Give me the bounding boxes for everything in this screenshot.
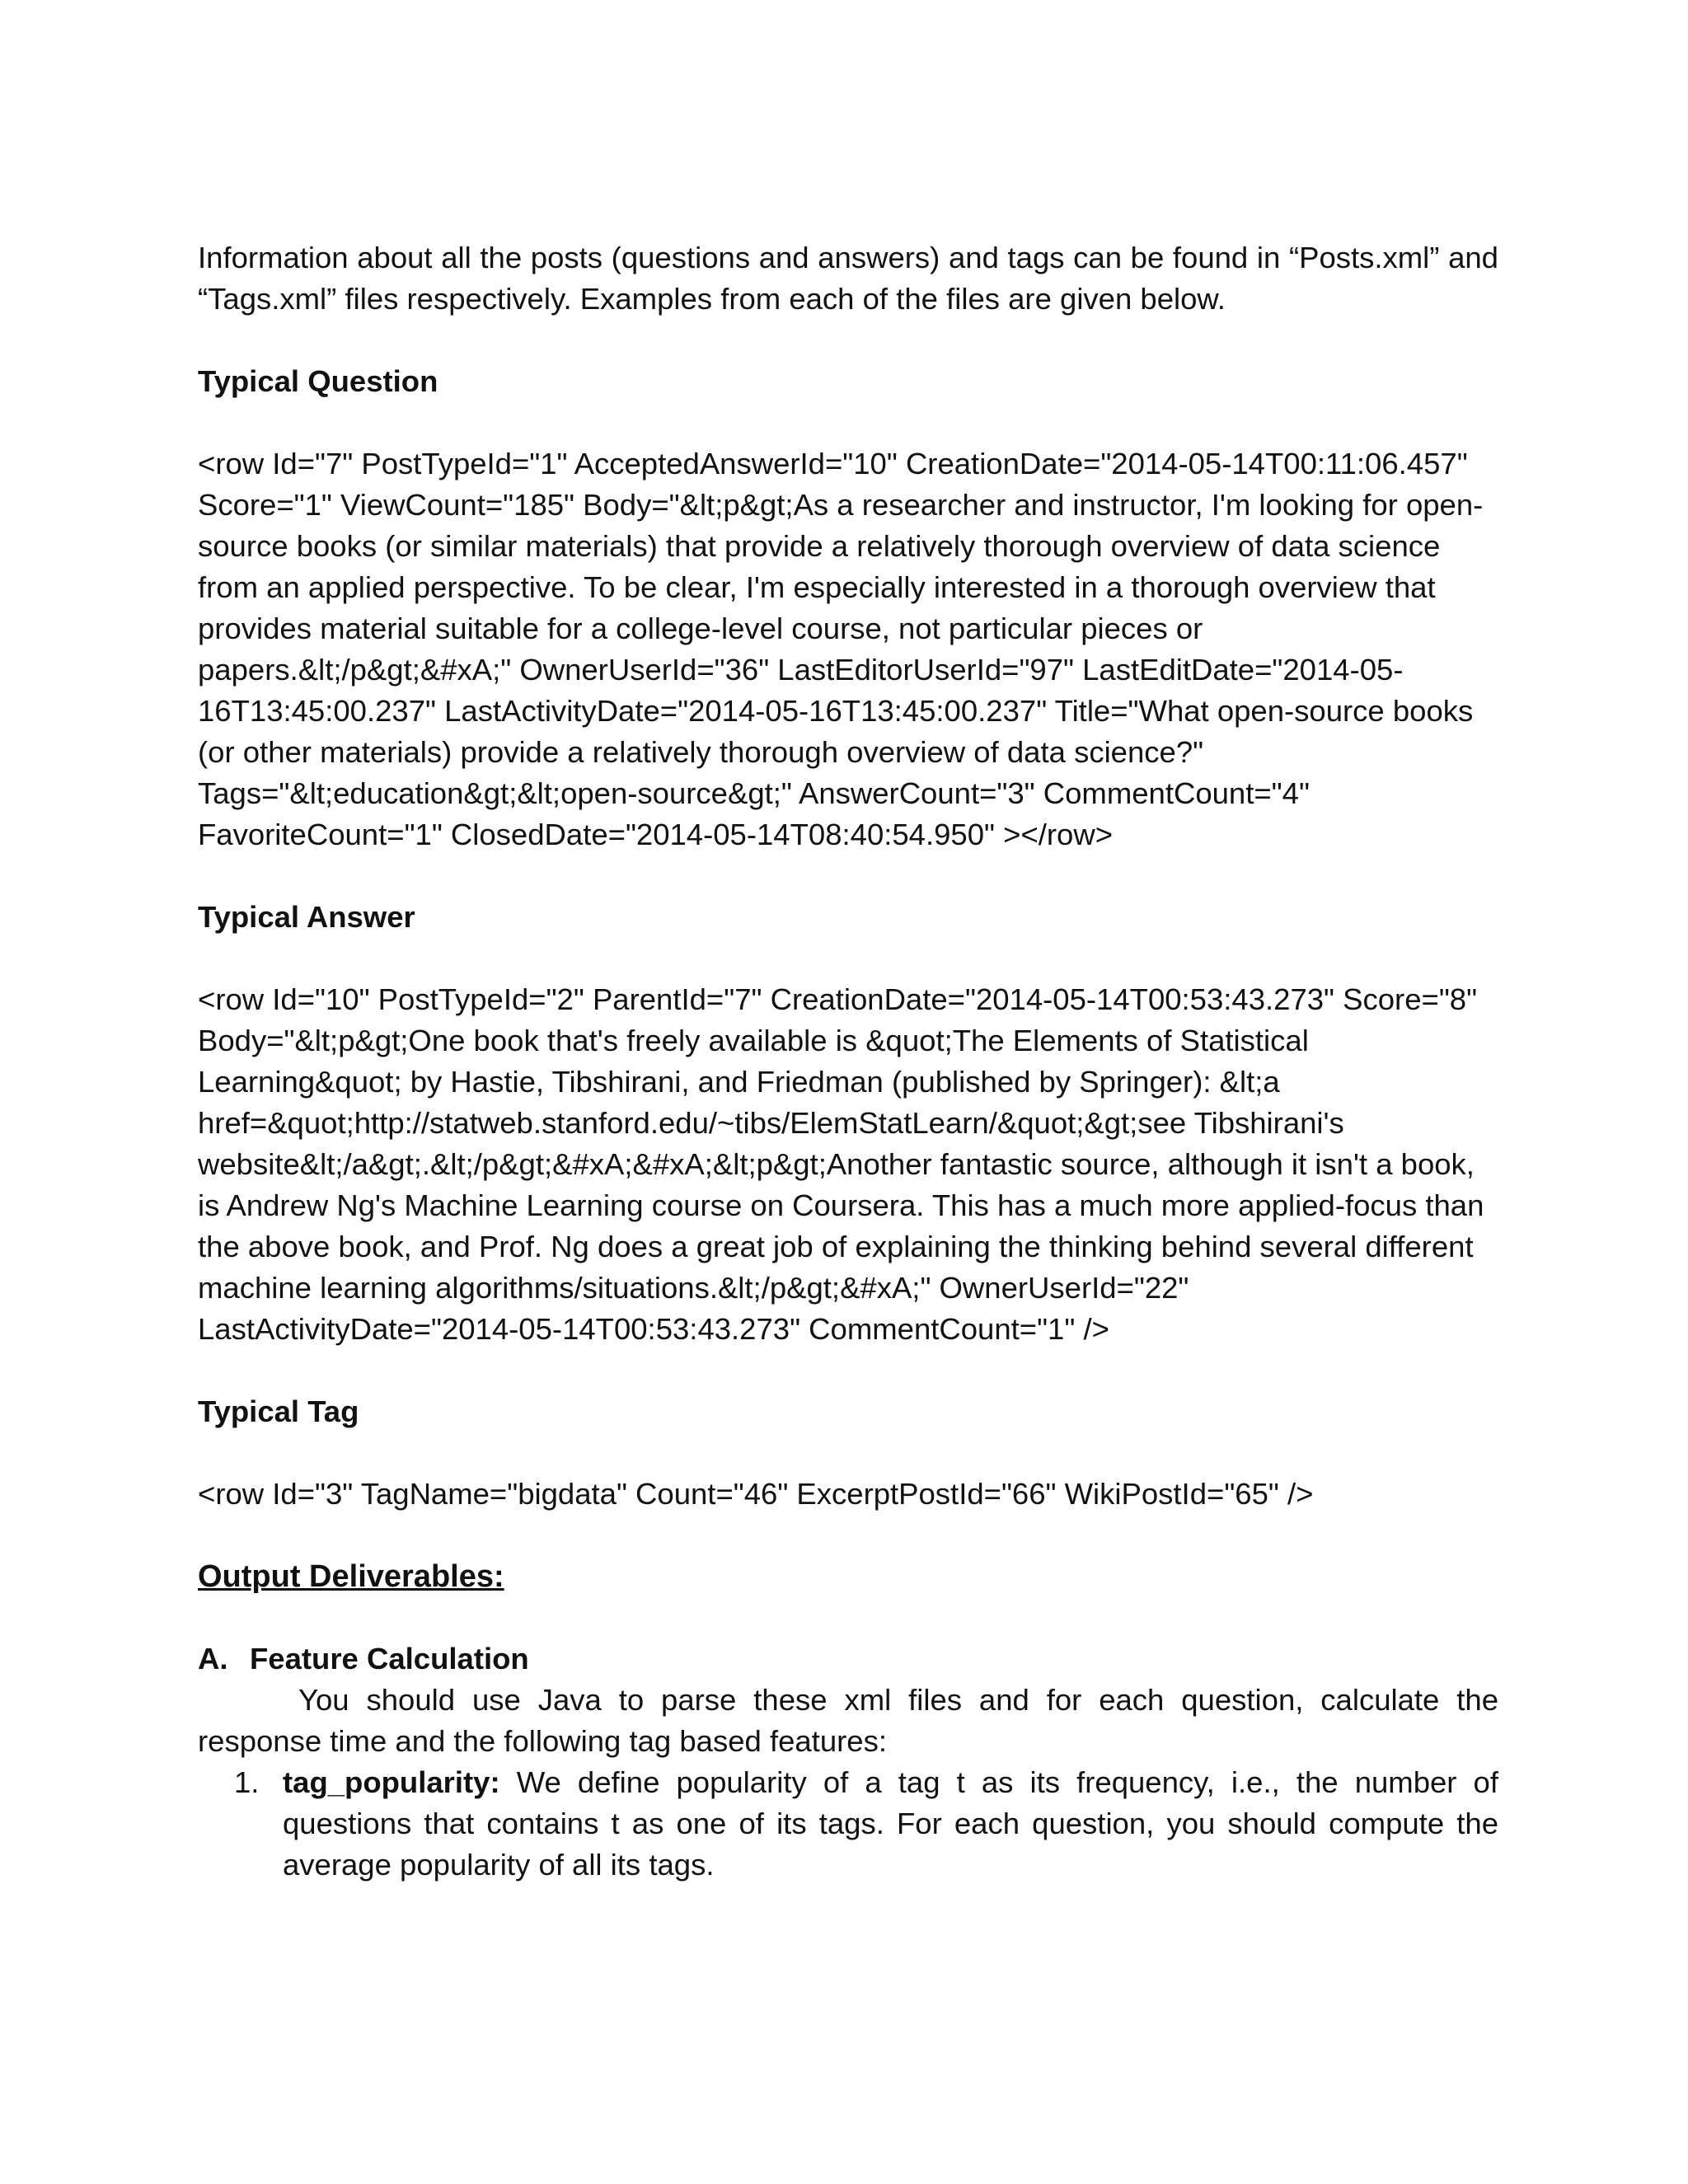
typical-question-heading: Typical Question (198, 364, 438, 398)
typical-answer-code: <row Id="10" PostTypeId="2" ParentId="7" CreationDate="2014-05-14T00:53:43.273" Score="8" Body="&lt;p&gt;One book that's freely available is &quot;The Elements of Statistical Learning&quot; by Hastie, Tibshirani, and Friedman (published by Springer): &lt;a href=&quot;http://statweb.stanford.edu/~tibs/ElemStatLearn/&quot;&gt;see Tibshirani's website&lt;/a&gt;.&lt;/p&gt;&#xA;&#xA;&lt;p&gt;Another fantastic source, although it isn't a book, is Andrew Ng's Machine Learning course on Coursera. This has a much more applied-focus than the above book, and Prof. Ng does a great job of explaining the thinking behind several different machine learning algorithms/situations.&lt;/p&gt;&#xA;" OwnerUserId="22" LastActivityDate="2014-05-14T00:53:43.273" CommentCount="1" /> (198, 982, 1484, 1346)
document-body (198, 237, 1498, 1886)
output-deliverables-heading: Output Deliverables: (198, 1559, 504, 1594)
list-item-term: tag_popularity: (283, 1765, 500, 1799)
list-item-number: 1. (234, 1765, 260, 1799)
section-a-title: Feature Calculation (250, 1642, 529, 1675)
section-a-heading (198, 1638, 1498, 1680)
intro-paragraph: Information about all the posts (questions and answers) and tags can be found in “Posts.xml” and “Tags.xml” files respectively. Examples from each of the files are given below. (198, 241, 1498, 316)
section-a-paragraph: You should use Java to parse these xml files and for each question, calculate the response time and the following tag based features: (198, 1683, 1498, 1758)
list-item (198, 1762, 1498, 1886)
section-a-letter: A. (198, 1642, 228, 1675)
list-item-text: We define popularity of a tag t as its frequency, i.e., the number of questions that contains t as one of its tags. For each question, you should compute the average popularity of all its tags. (283, 1765, 1498, 1882)
typical-tag-heading: Typical Tag (198, 1394, 359, 1428)
typical-tag-code: <row Id="3" TagName="bigdata" Count="46" ExcerptPostId="66" WikiPostId="65" /> (198, 1477, 1314, 1511)
typical-answer-heading: Typical Answer (198, 900, 415, 934)
feature-list (198, 1762, 1498, 1886)
typical-question-code: <row Id="7" PostTypeId="1" AcceptedAnswerId="10" CreationDate="2014-05-14T00:11:06.457" Score="1" ViewCount="185" Body="&lt;p&gt;As a researcher and instructor, I'm looking for open-source books (or similar materials) that provide a relatively thorough overview of data science from an applied perspective. To be clear, I'm especially interested in a thorough overview that provides material suitable for a college-level course, not particular pieces or papers.&lt;/p&gt;&#xA;" OwnerUserId="36" LastEditorUserId="97" LastEditDate="2014-05-16T13:45:00.237" LastActivityDate="2014-05-16T13:45:00.237" Title="What open-source books (or other materials) provide a relatively thorough overview of data science?" Tags="&lt;education&gt;&lt;open-source&gt;" AnswerCount="3" CommentCount="4" FavoriteCount="1" ClosedDate="2014-05-14T08:40:54.950" ></row> (198, 447, 1484, 851)
